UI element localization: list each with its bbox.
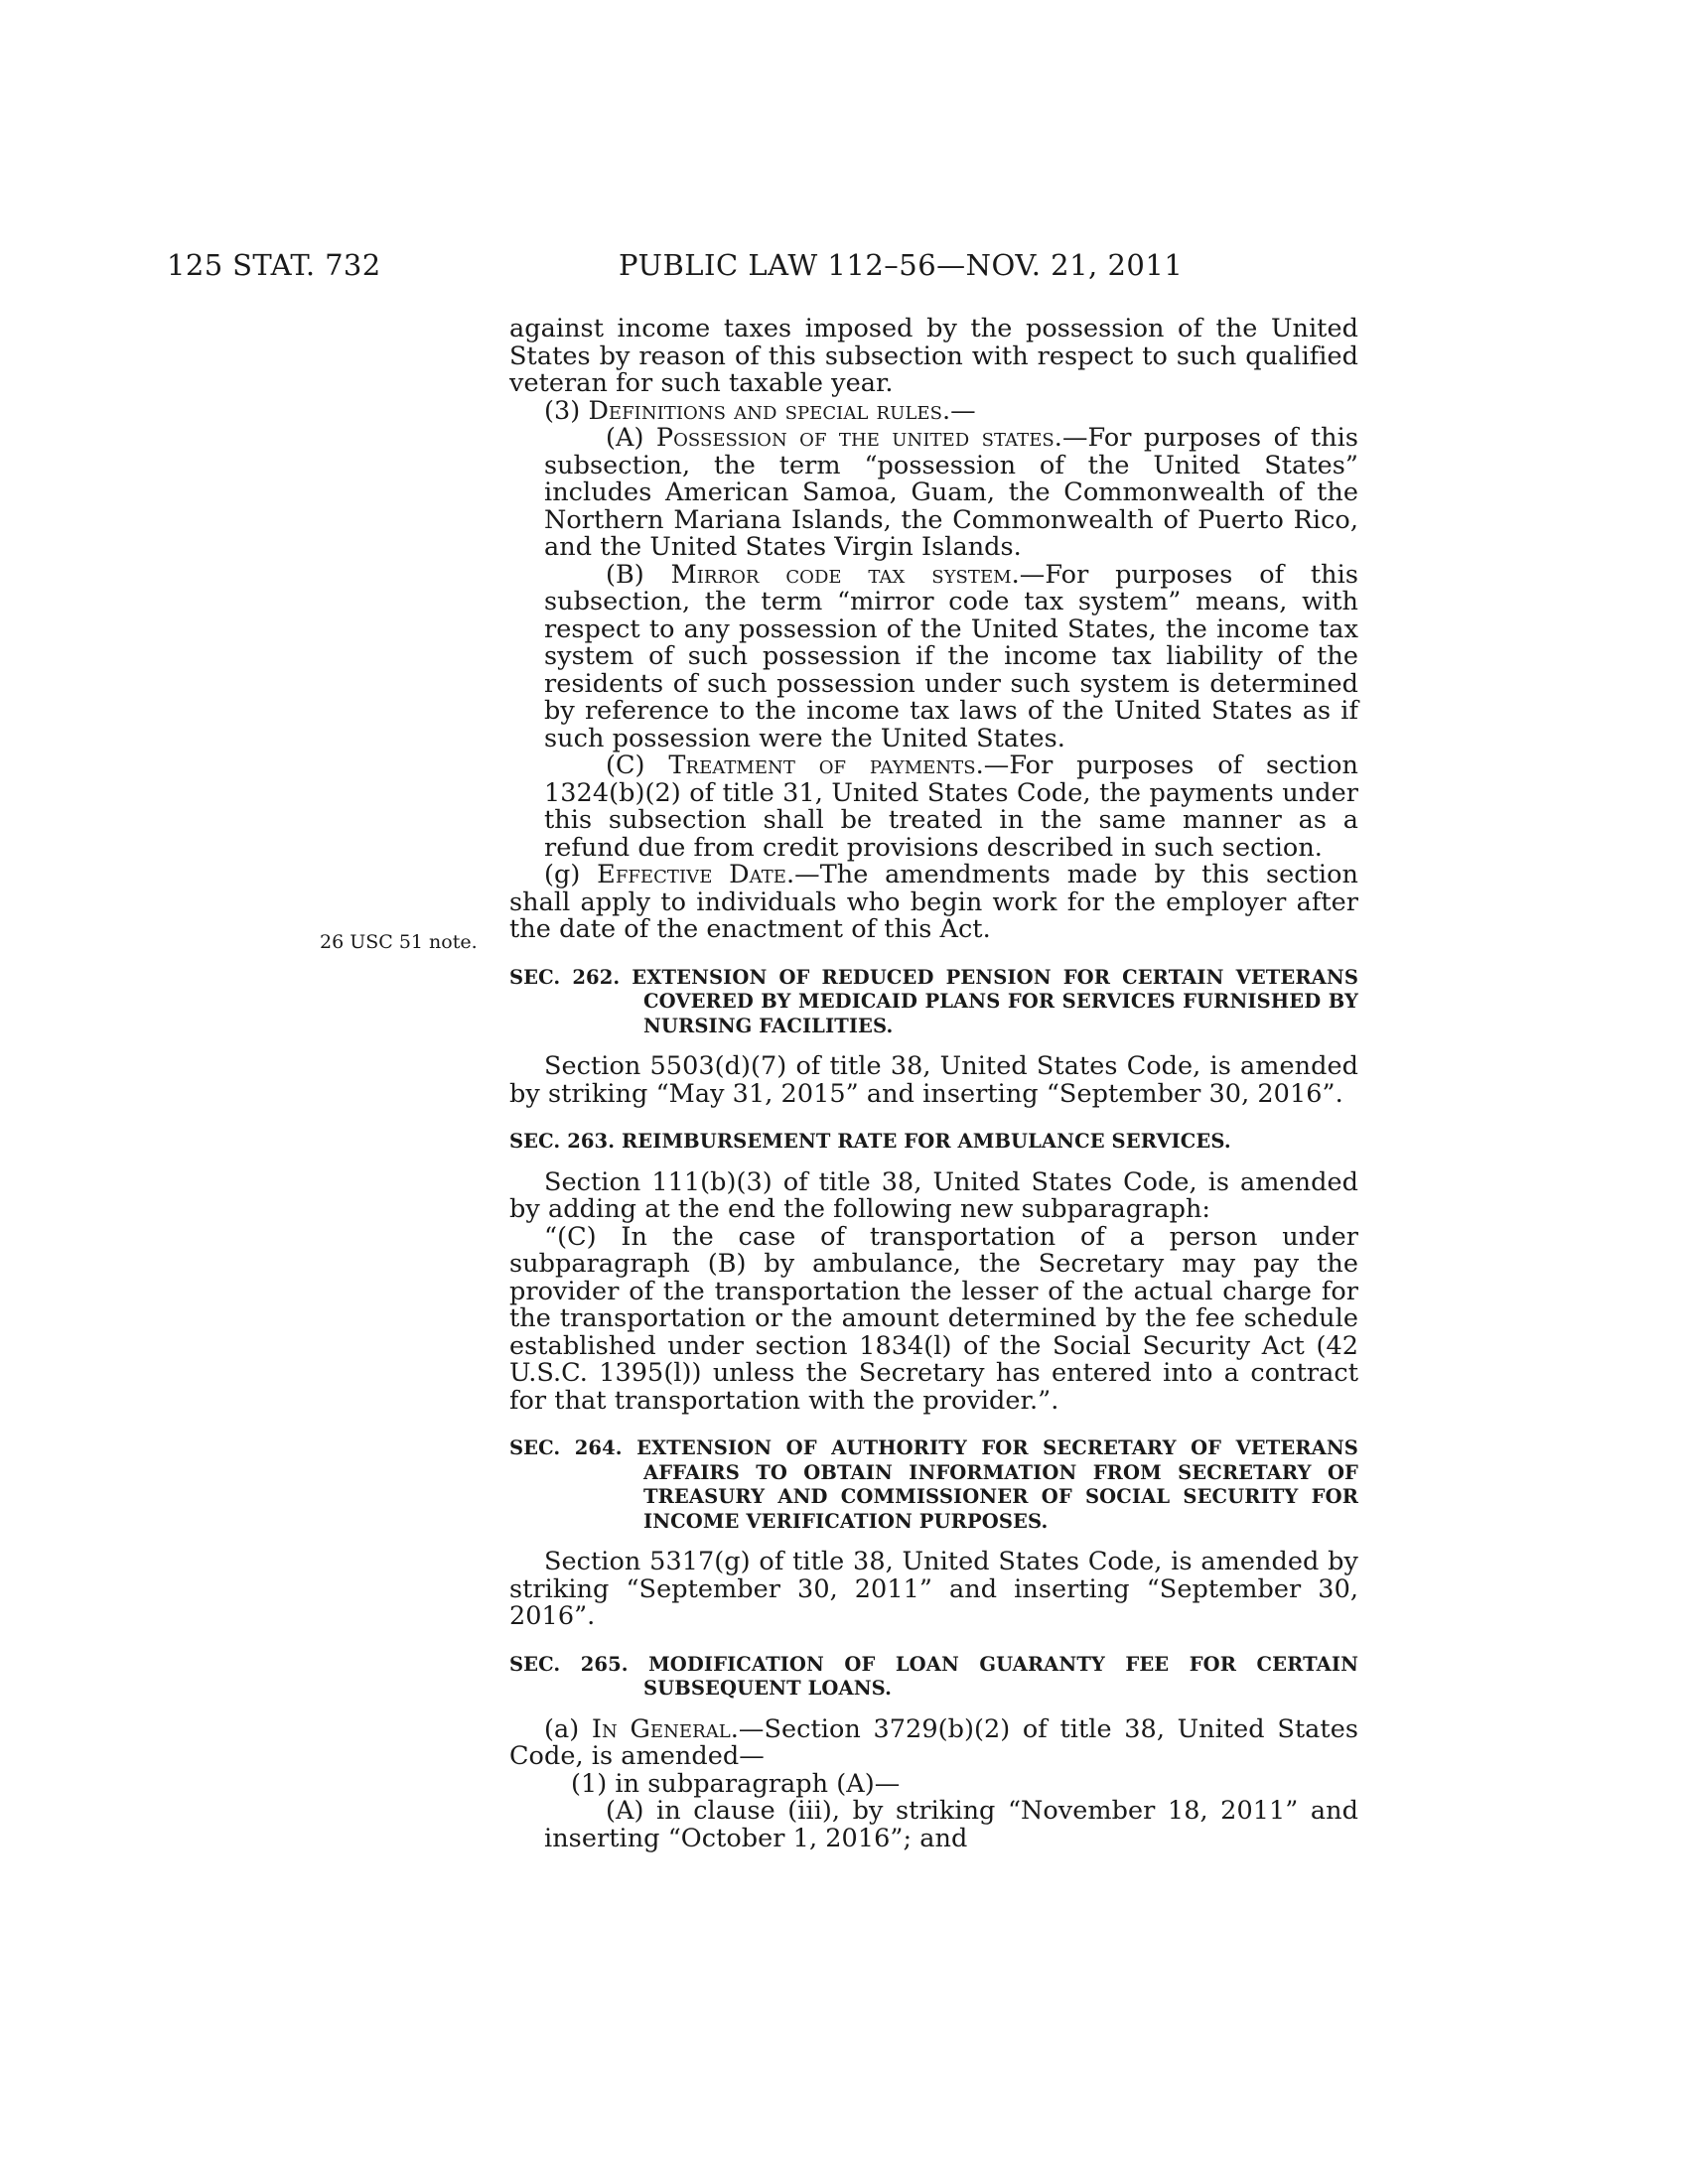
- section-265-clause-a: (A) in clause (iii), by striking “November 18, 2011” and inserting “October 1, 2016”; and: [544, 1796, 1358, 1853]
- paragraph-3: [509, 395, 1358, 426]
- section-263-text: Section 111(b)(3) of title 38, United States Code, is amended by adding at the end the following new subparagraph:: [509, 1166, 1358, 1224]
- subsection-number: (g): [544, 860, 598, 889]
- continuation-paragraph: against income taxes imposed by the possession of the United States by reason of this subsection with respect to such qualified veteran for such taxable year.: [509, 314, 1358, 398]
- subsection-heading: Effective Date.: [597, 860, 795, 889]
- section-263-quote: “(C) In the case of transportation of a person under subparagraph (B) by ambulance, the Secretary may pay the provider of the transportation the lesser of the actual charge for the transportation or the amount determined by the fee schedule established under section 1834(l) of the Social Security Act (42 U.S.C. 1395(l)) unless the Secretary has entered into a contract for that transportation with the provider.”.: [509, 1221, 1358, 1416]
- subparagraph-c: [509, 752, 1358, 862]
- section-263-heading: SEC. 263. REIMBURSEMENT RATE FOR AMBULANCE SERVICES.: [509, 1130, 1231, 1153]
- subsection-number: (a): [544, 1713, 592, 1744]
- subparagraph-heading: Mirror code tax system.: [670, 559, 1020, 590]
- section-265-subsection-a: [509, 1713, 1358, 1771]
- running-header: PUBLIC LAW 112–56—NOV. 21, 2011: [619, 248, 1184, 282]
- subparagraph-b: [509, 559, 1358, 753]
- section-265-heading: SEC. 265. MODIFICATION OF LOAN GUARANTY FEE FOR CERTAIN SUBSEQUENT LOANS.: [509, 1652, 1358, 1700]
- paragraph-number: (3): [544, 395, 589, 426]
- subparagraph-number: (B): [606, 559, 671, 590]
- subsection-text: —Section 3729(b)(2) of title 38, United States Code, is amended—: [509, 1713, 1358, 1771]
- page-stat-number: 125 STAT. 732: [167, 248, 381, 282]
- paragraph-heading: Definitions and special rules.: [588, 395, 951, 426]
- subparagraph-number: (C): [606, 751, 669, 780]
- subparagraph-heading: Treatment of payments.: [668, 751, 984, 780]
- main-text-column: [509, 316, 1358, 1852]
- section-264-heading: SEC. 264. EXTENSION OF AUTHORITY FOR SECRETARY OF VETERANS AFFAIRS TO OBTAIN INFORMATION FROM SECRETARY OF TREASURY AND COMMISSIONER OF SOCIAL SECURITY FOR INCOME VERIFICATION PURPOSES.: [509, 1436, 1358, 1533]
- section-265-paragraph-1: (1) in subparagraph (A)—: [571, 1768, 901, 1799]
- subparagraph-text: —For purposes of this subsection, the term “mirror code tax system” means, with respect to any possession of the United States, the income tax system of such possession if the income tax liability of the residents of such possession under such system is determined by reference to the income tax laws of the United States as if such possession were the United States.: [544, 559, 1358, 753]
- margin-note: 26 USC 51 note.: [320, 931, 478, 953]
- subsection-heading: In General.: [591, 1713, 739, 1744]
- section-262-text: Section 5503(d)(7) of title 38, United States Code, is amended by striking “May 31, 2015” and inserting “September 30, 2016”.: [509, 1051, 1358, 1109]
- subparagraph-text: —For purposes of section 1324(b)(2) of title 31, United States Code, the payments under this subsection shall be treated in the same manner as a refund due from credit provisions described in such section.: [544, 751, 1358, 863]
- section-264-text: Section 5317(g) of title 38, United States Code, is amended by striking “September 30, 2011” and inserting “September 30, 2016”.: [509, 1547, 1358, 1631]
- subparagraph-a: [509, 425, 1358, 562]
- subsection-g: [509, 862, 1358, 944]
- section-262-heading: SEC. 262. EXTENSION OF REDUCED PENSION FOR CERTAIN VETERANS COVERED BY MEDICAID PLANS FOR SERVICES FURNISHED BY NURSING FACILITIES.: [509, 965, 1358, 1037]
- subsection-text: —The amendments made by this section shall apply to individuals who begin work for the employer after the date of the enactment of this Act.: [509, 860, 1358, 944]
- subparagraph-text: —For purposes of this subsection, the term “possession of the United States” includes American Samoa, Guam, the Commonwealth of the Northern Mariana Islands, the Commonwealth of Puerto Rico, and the United States Virgin Islands.: [544, 423, 1358, 562]
- subparagraph-heading: Possession of the united states.: [655, 423, 1062, 453]
- paragraph-dash: —: [950, 395, 976, 426]
- subparagraph-number: (A): [606, 423, 656, 453]
